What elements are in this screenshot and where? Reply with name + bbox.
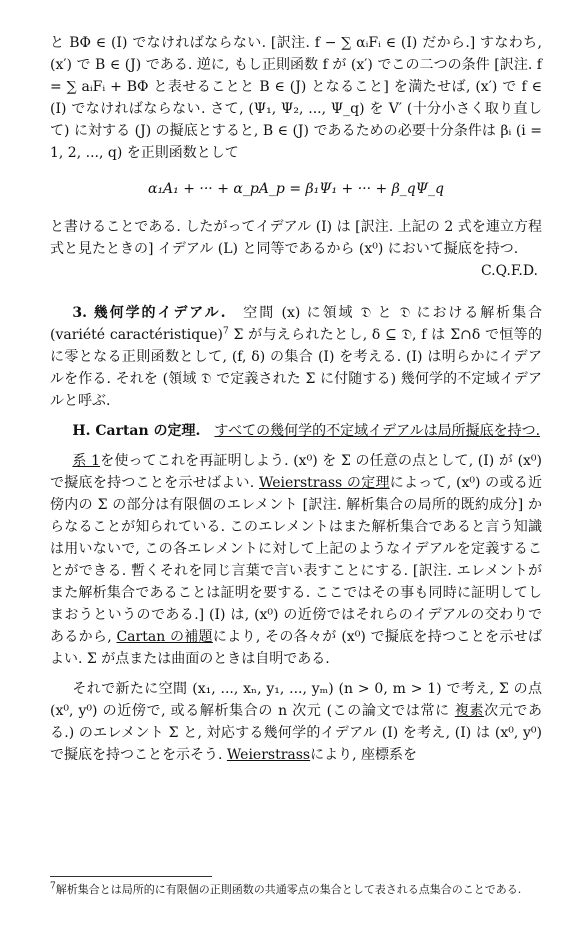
ref-complex: 複素 — [454, 703, 485, 719]
paragraph-2: と書けることである. したがってイデアル (I) は [訳注. 上記の 2 式を連立方程式と見たときの] イデアル (L) と同等であるから (x⁰) において擬底を持つ. — [50, 219, 542, 257]
proof-text-c: により, その各々が (x⁰) で擬底を持つことを示せばよい. Σ が点または曲面のときは自明である. — [50, 629, 542, 667]
section-3-text-a: 空間 (x) に領域 𝔇 と 𝔇 における解析集合 (variété caractéristique) — [50, 305, 543, 343]
proof-text-b: によって, (x⁰) の或る近傍内の Σ の部分は有限個のエレメント [訳注. 解析集合の局所的既約成分] からなることが知られている. このエレメントはまた解析集合であると言う知識は用いないで, この各エレメントに対して上記のようなイデアルを定義することができる. 暫くそれを同じ言葉で言い表すことにする. [訳注. エレメントがまた解析集合であることは証明を要する. ここではその事も同時に証明してしまおうというのである.] (I) は, (x⁰) の近傍ではそれらのイデアルの交わりであるから, — [50, 475, 542, 645]
section-3-heading: 3. 幾何学的イデアル. — [72, 305, 226, 321]
ref-weierstrass: Weierstrass — [226, 747, 311, 763]
paragraph-5 — [50, 678, 542, 766]
p5-text-a: それで新たに空間 (x₁, ..., xₙ, y₁, ..., yₘ) (n > 0, m > 1) で考え, Σ の点 (x⁰, y⁰) の近傍で, 或る解析集合の n 次元 (この論文では常に — [50, 681, 542, 719]
p5-text-c: により, 座標系を — [310, 747, 418, 763]
footnote-mark: 7 — [50, 881, 56, 892]
qed-mark: C.Q.F.D. — [480, 263, 538, 279]
proof-paragraph — [50, 450, 542, 670]
section-3-paragraph — [50, 302, 542, 412]
ref-weierstrass-theorem: Weierstrass の定理 — [259, 475, 390, 491]
section-3-text-b: Σ が与えられたとし, δ ⊆ 𝔇, f は Σ∩δ で恒等的に零となる正則函数として, (f, δ) の集合 (I) を考える. (I) は明らかにイデアルを作る. それを (領域 𝔇 で定義された Σ に付随する) 幾何学的不定域イデアルと呼ぶ. — [50, 327, 542, 409]
proof-text-a: を使ってこれを再証明しよう. (x⁰) を Σ の任意の点として, (I) が (x⁰) で擬底を持つことを示せばよい. — [50, 453, 542, 491]
footnote-text: 解析集合とは局所的に有限個の正則函数の共通零点の集合として表される点集合のことである. — [55, 883, 522, 896]
theorem-name: H. Cartan の定理. — [72, 423, 201, 439]
footnote — [50, 882, 542, 898]
page-body — [50, 32, 542, 766]
p5-text-b: 次元である.) のエレメント Σ と, 対応する幾何学的イデアル (I) を考え, (I) は (x⁰, y⁰) で擬底を持つことを示そう. — [50, 703, 543, 763]
footnote-divider — [50, 876, 212, 877]
equation: α₁A₁ + ··· + α_pA_p = β₁Ψ₁ + ··· + β_qΨ_q — [147, 181, 445, 197]
ref-corollary-1: 系 1 — [72, 453, 101, 469]
theorem-statement: すべての幾何学的不定域イデアルは局所擬底を持つ. — [214, 423, 541, 439]
ref-cartan-lemma: Cartan の補題 — [116, 629, 213, 645]
footnote-ref[interactable]: 7 — [223, 326, 229, 337]
theorem — [50, 420, 542, 442]
paragraph-1: と BΦ ∈ (I) でなければならない. [訳注. f − ∑ αᵢFᵢ ∈ (I) だから.] すなわち, (x′) で B ∈ (J) である. 逆に, もし正則函数 f が (x′) でこの二つの条件 [訳注. f = ∑ aᵢFᵢ + BΦ と表せることと B ∈ (J) となること] を満たせば, (x′) で f ∈ (I) でなければならない. さて, (Ψ₁, Ψ₂, ..., Ψ_q) を V′ (十分小さく取り直して) に対する (J) の擬底とすると, B ∈ (J) であるための必要十分条件は βᵢ (i = 1, 2, ..., q) を正則函数として — [50, 35, 542, 161]
